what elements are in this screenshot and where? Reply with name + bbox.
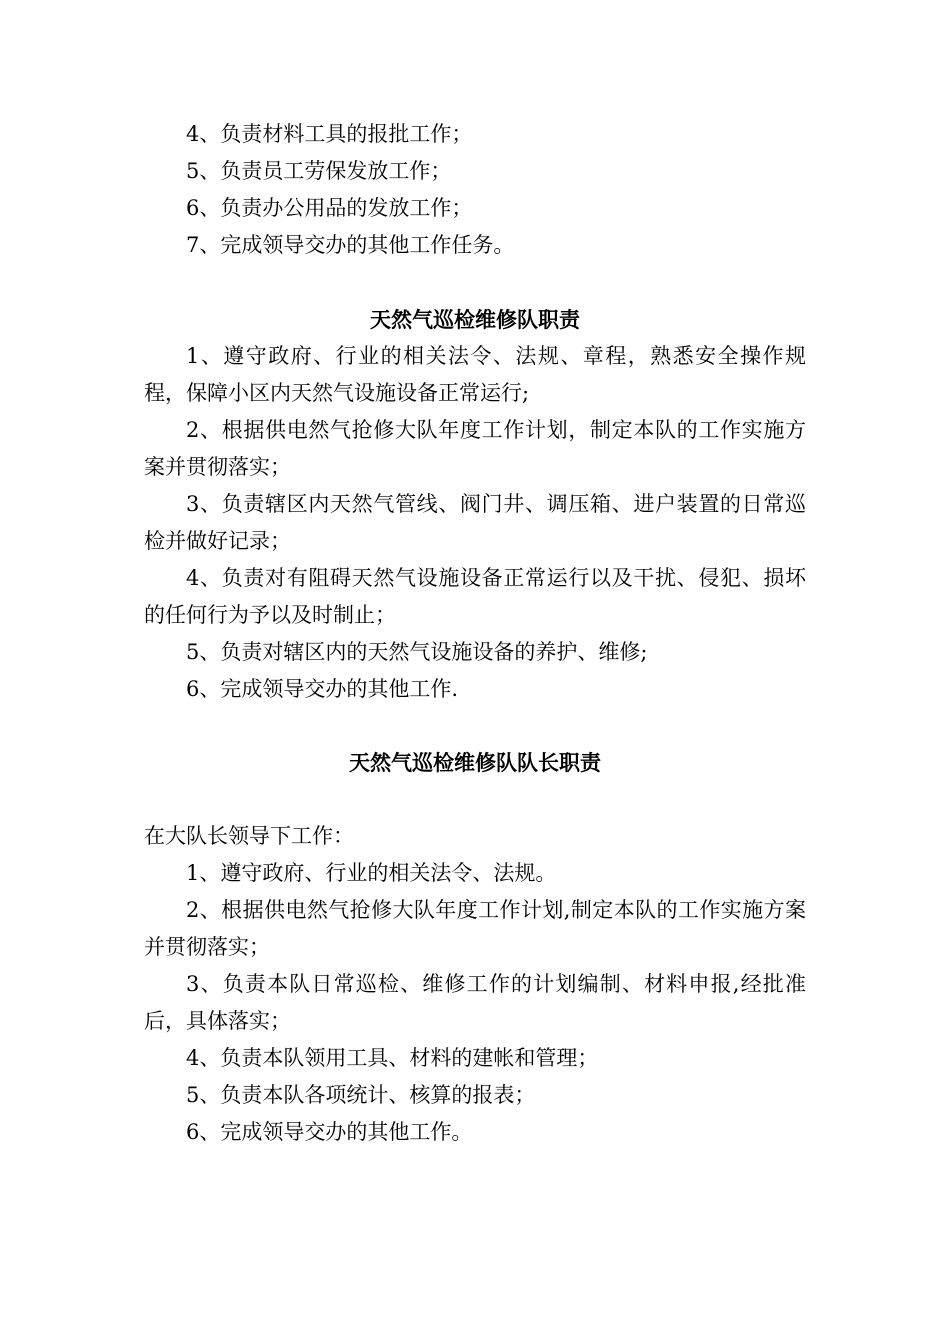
list-item: 5、负责本队各项统计、核算的报表；: [186, 1083, 536, 1107]
list-item: 5、负责对辖区内的天然气设施设备的养护、维修;: [186, 640, 648, 664]
list-item: 4、负责对有阻碍天然气设施设备正常运行以及干扰、侵犯、损坏的任何行为予以及时制止；: [144, 566, 806, 627]
list-item: 6、完成领导交办的其他工作。: [186, 1120, 473, 1144]
list-item: 4、负责材料工具的报批工作；: [186, 122, 473, 146]
paragraph-spacer: [144, 781, 806, 818]
list-item: 3、负责本队日常巡检、维修工作的计划编制、材料申报,经批准后，具体落实；: [144, 972, 806, 1033]
list-item: 2、根据供电然气抢修大队年度工作计划,制定本队的工作实施方案并贯彻落实；: [144, 898, 806, 959]
document-page: [144, 116, 806, 1151]
list-item: 6、完成领导交办的其他工作.: [186, 677, 459, 701]
section-title: 天然气巡检维修队队长职责: [349, 750, 601, 775]
list-item: 2、根据供电然气抢修大队年度工作计划，制定本队的工作实施方案并贯彻落实；: [144, 418, 806, 479]
list-item: 5、负责员工劳保发放工作；: [186, 159, 452, 183]
paragraph-spacer: [144, 708, 806, 744]
paragraph-spacer: [144, 264, 806, 301]
section-title: 天然气巡检维修队职责: [370, 307, 580, 332]
section-intro: 在大队长领导下工作：: [144, 824, 354, 848]
section-team-leader-duties: [144, 744, 806, 1151]
section-team-duties: [144, 301, 806, 708]
list-item: 1、遵守政府、行业的相关法令、法规、章程，熟悉安全操作规程，保障小区内天然气设施设备正常运行;: [144, 344, 806, 405]
list-item: 6、负责办公用品的发放工作；: [186, 196, 473, 220]
section-continued-list: [144, 116, 806, 264]
list-item: 7、完成领导交办的其他工作任务。: [186, 233, 515, 257]
list-item: 4、负责本队领用工具、材料的建帐和管理；: [186, 1046, 599, 1070]
list-item: 1、遵守政府、行业的相关法令、法规。: [186, 861, 557, 885]
list-item: 3、负责辖区内天然气管线、阀门井、调压箱、进户装置的日常巡检并做好记录；: [144, 492, 806, 553]
